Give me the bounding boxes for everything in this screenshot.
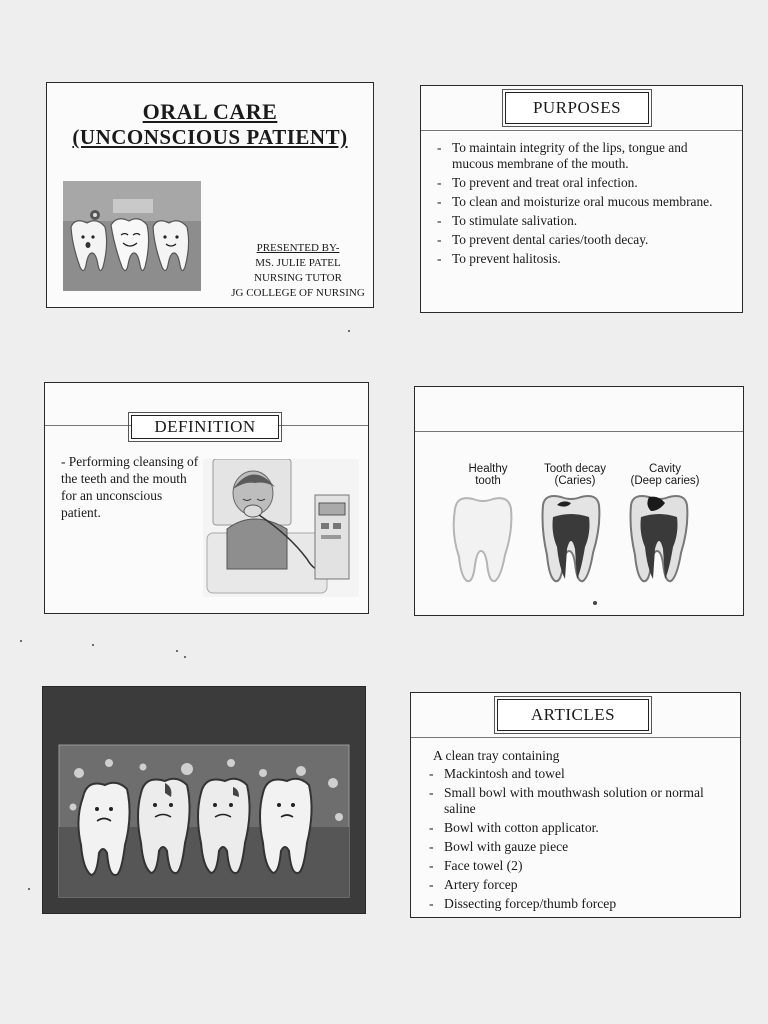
title-line-1: ORAL CARE xyxy=(142,99,278,124)
list-item: - Small bowl with mouthwash solution or normal saline xyxy=(427,785,721,817)
list-item: - To prevent dental caries/tooth decay. xyxy=(435,232,729,248)
list-item: - Artery forcep xyxy=(427,877,721,893)
slide-articles xyxy=(410,692,741,918)
label-line: (Caries) xyxy=(554,475,596,487)
label-line: tooth xyxy=(475,475,501,487)
slide-teeth-cartoon xyxy=(42,686,366,914)
list-item: - Mackintosh and towel xyxy=(427,766,721,782)
label-line: Cavity xyxy=(649,463,681,475)
presenter-role: NURSING TUTOR xyxy=(254,272,342,284)
slide-divider xyxy=(415,431,743,432)
list-item: - To clean and moisturize oral mucous membrane. xyxy=(435,194,729,210)
tooth-decay-diagram xyxy=(445,491,715,591)
speck xyxy=(20,640,22,642)
slide-title xyxy=(46,82,374,308)
slide-divider xyxy=(421,130,742,131)
articles-list xyxy=(427,766,721,915)
label-line: Healthy xyxy=(468,463,508,475)
slide-purposes xyxy=(420,85,743,313)
definition-heading: DEFINITION xyxy=(131,415,279,439)
presenter-college: JG COLLEGE OF NURSING xyxy=(231,287,365,299)
label-caries xyxy=(535,463,615,487)
slide-divider xyxy=(411,737,740,738)
list-item: - To prevent halitosis. xyxy=(435,251,729,267)
speck xyxy=(92,644,94,646)
label-healthy xyxy=(453,463,523,487)
title-line-2: (UNCONSCIOUS PATIENT) xyxy=(72,125,348,149)
list-item: - Face towel (2) xyxy=(427,858,721,874)
slide-definition xyxy=(44,382,369,614)
label-line: Tooth decay xyxy=(543,463,606,475)
speck xyxy=(348,330,350,332)
unconscious-patient-illustration xyxy=(203,459,359,597)
list-item: - Dissecting forcep/thumb forcep xyxy=(427,896,721,912)
list-item: - Bowl with gauze piece xyxy=(427,839,721,855)
articles-intro: A clean tray containing xyxy=(433,748,560,763)
label-line: (Deep caries) xyxy=(630,475,700,487)
speck xyxy=(28,888,30,890)
list-item: - To prevent and treat oral infection. xyxy=(435,175,729,191)
purposes-list xyxy=(435,140,729,270)
slide-tooth-decay xyxy=(414,386,744,616)
purposes-heading: PURPOSES xyxy=(505,92,649,124)
presenter-label: PRESENTED BY- xyxy=(256,242,340,254)
sad-teeth-illustration xyxy=(43,687,365,913)
speck xyxy=(184,656,186,658)
speck xyxy=(593,601,597,605)
teeth-cartoon-image xyxy=(63,181,201,291)
definition-text: - Performing cleansing of the teeth and the mouth for an unconscious patient. xyxy=(61,454,199,520)
articles-heading: ARTICLES xyxy=(497,699,649,731)
list-item: - To maintain integrity of the lips, tongue and mucous membrane of the mouth. xyxy=(435,140,729,172)
label-cavity xyxy=(623,463,707,487)
speck xyxy=(176,650,178,652)
list-item: - Bowl with cotton applicator. xyxy=(427,820,721,836)
presenter-block xyxy=(225,241,371,301)
list-item: - To stimulate salivation. xyxy=(435,213,729,229)
presenter-name: MS. JULIE PATEL xyxy=(255,257,341,269)
